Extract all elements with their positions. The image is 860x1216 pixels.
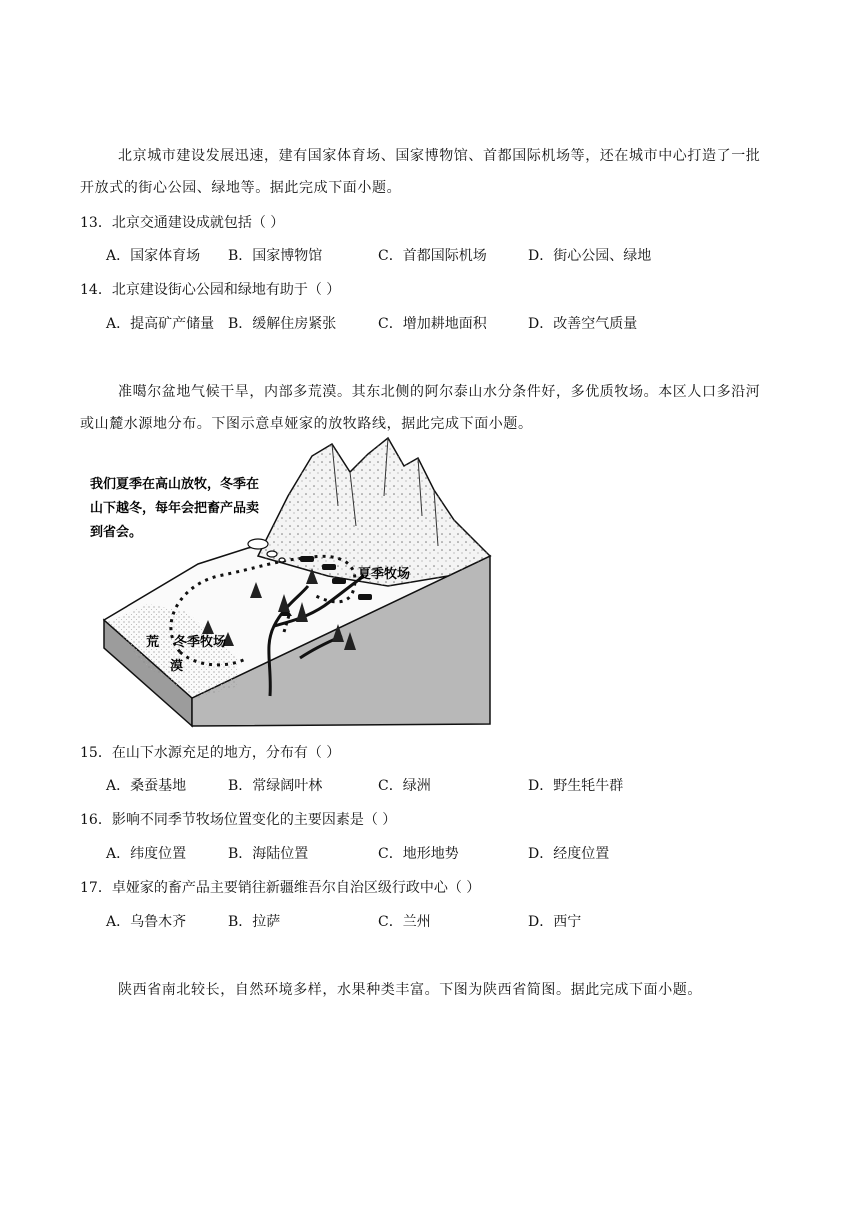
q14-option-c: C．增加耕地面积 [378,316,487,332]
desert-label-2: 漠 [170,659,184,674]
q13-option-a: A．国家体育场 [106,248,201,264]
q14-option-a: A．提高矿产储量 [106,316,215,332]
q16-option-c: C．地形地势 [378,846,459,862]
q13-stem: 13．北京交通建设成就包括（ ） [80,215,285,231]
q16-option-d: D．经度位置 [528,846,610,862]
q16-option-a: A．纬度位置 [106,846,187,862]
speech-line2: 山下越冬，每年会把畜产品卖 [90,501,260,516]
q15-option-c: C．绿洲 [378,778,431,794]
speech-line3: 到省会。 [90,525,143,540]
q15-option-d: D．野生牦牛群 [528,778,624,794]
q17-option-a: A．乌鲁木齐 [106,914,187,930]
passage2-line2: 或山麓水源地分布。下图示意卓娅家的放牧路线，据此完成下面小题。 [80,416,533,432]
q16-stem: 16．影响不同季节牧场位置变化的主要因素是（ ） [80,812,397,828]
q13-option-b: B．国家博物馆 [228,248,323,264]
terrain-block-diagram [88,436,492,728]
q17-option-b: B．拉萨 [228,914,281,930]
passage2-line1: 准噶尔盆地气候干旱，内部多荒漠。其东北侧的阿尔泰山水分条件好，多优质牧场。本区人口多沿河 [118,384,761,400]
passage1-line1: 北京城市建设发展迅速，建有国家体育场、国家博物馆、首都国际机场等，还在城市中心打造了一批 [118,148,761,164]
herding-route-figure [88,436,492,728]
q15-option-b: B．常绿阔叶林 [228,778,323,794]
q14-option-b: B．缓解住房紧张 [228,316,337,332]
passage3-line1: 陕西省南北较长，自然环境多样，水果种类丰富。下图为陕西省简图。据此完成下面小题。 [118,982,702,998]
q15-stem: 15．在山下水源充足的地方，分布有（ ） [80,745,341,761]
winter-pasture-label: 冬季牧场 [174,635,227,650]
desert-label-1: 荒 [146,635,160,650]
q17-option-d: D．西宁 [528,914,582,930]
q13-option-c: C．首都国际机场 [378,248,487,264]
q17-stem: 17．卓娅家的畜产品主要销往新疆维吾尔自治区级行政中心（ ） [80,880,481,896]
q15-option-a: A．桑蚕基地 [106,778,187,794]
q14-stem: 14．北京建设街心公园和绿地有助于（ ） [80,282,341,298]
speech-line1: 我们夏季在高山放牧，冬季在 [90,477,260,492]
q16-option-b: B．海陆位置 [228,846,309,862]
passage1-line2: 开放式的街心公园、绿地等。据此完成下面小题。 [80,180,402,196]
summer-pasture-label: 夏季牧场 [358,567,411,582]
q13-option-d: D．街心公园、绿地 [528,248,652,264]
q17-option-c: C．兰州 [378,914,431,930]
q14-option-d: D．改善空气质量 [528,316,638,332]
